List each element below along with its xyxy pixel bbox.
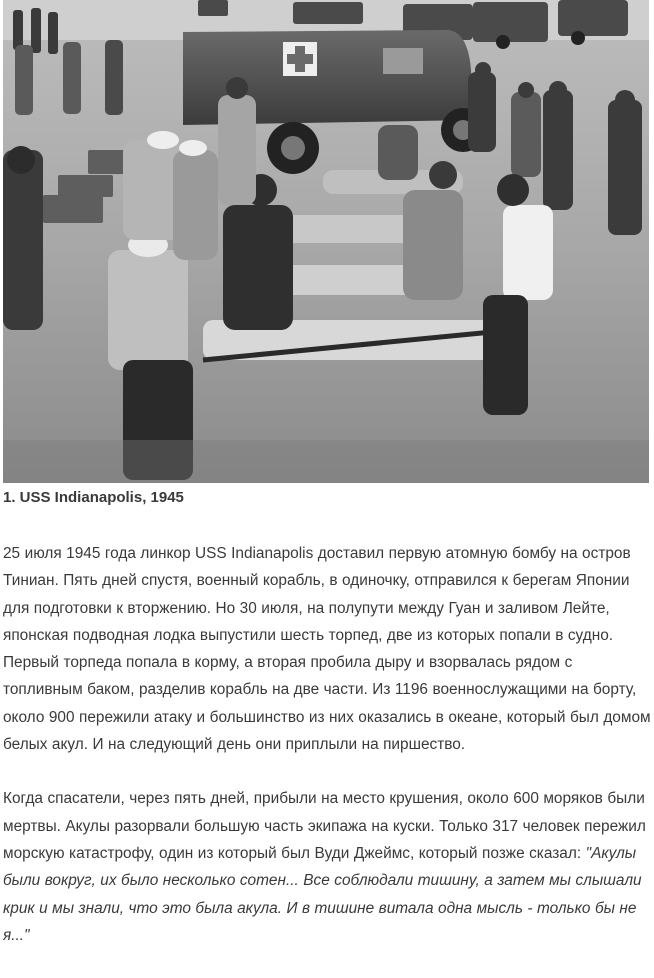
photo-illustration: [3, 0, 649, 483]
paragraph-1: 25 июля 1945 года линкор USS Indianapolis доставил первую атомную бомбу на остров Тиниан. Пять дней спустя, военный корабль, в одиночку, отправился к берегам Японии для подготовки к вторжению. Но 30 июля, на полупути между Гуан и заливом Лейте, японская подводная лодка выпустили шесть торпед, две из которых попали в судно. Первый торпеда попала в корму, а вторая пробила дыру и взорвалась рядом с топливным баком, разделив корабль на две части. Из 1196 военнослужащими на борту, около 900 пережили атаку и большинство из них оказались в океане, который был домом белых акул. И на следующий день они приплыли на пиршество.: [3, 545, 651, 754]
article-body: [3, 540, 651, 949]
paragraph-2-quote: "Акулы были вокруг, их было несколько сотен... Все соблюдали тишину, а затем мы слышали крик и мы знали, что это была акула. И в тишине витала одна мысль - только бы не я...": [3, 844, 642, 944]
photo-caption: 1. USS Indianapolis, 1945: [3, 489, 184, 506]
paragraph-2-text: Когда спасатели, через пять дней, прибыли на место крушения, около 600 моряков были мертвы. Акулы разорвали большую часть экипажа на куски. Только 317 человек пережил морскую катастрофу, один из который был Вуди Джеймс, который позже сказал:: [3, 790, 646, 862]
paragraph-2: [3, 785, 651, 949]
article-photo: [3, 0, 649, 483]
